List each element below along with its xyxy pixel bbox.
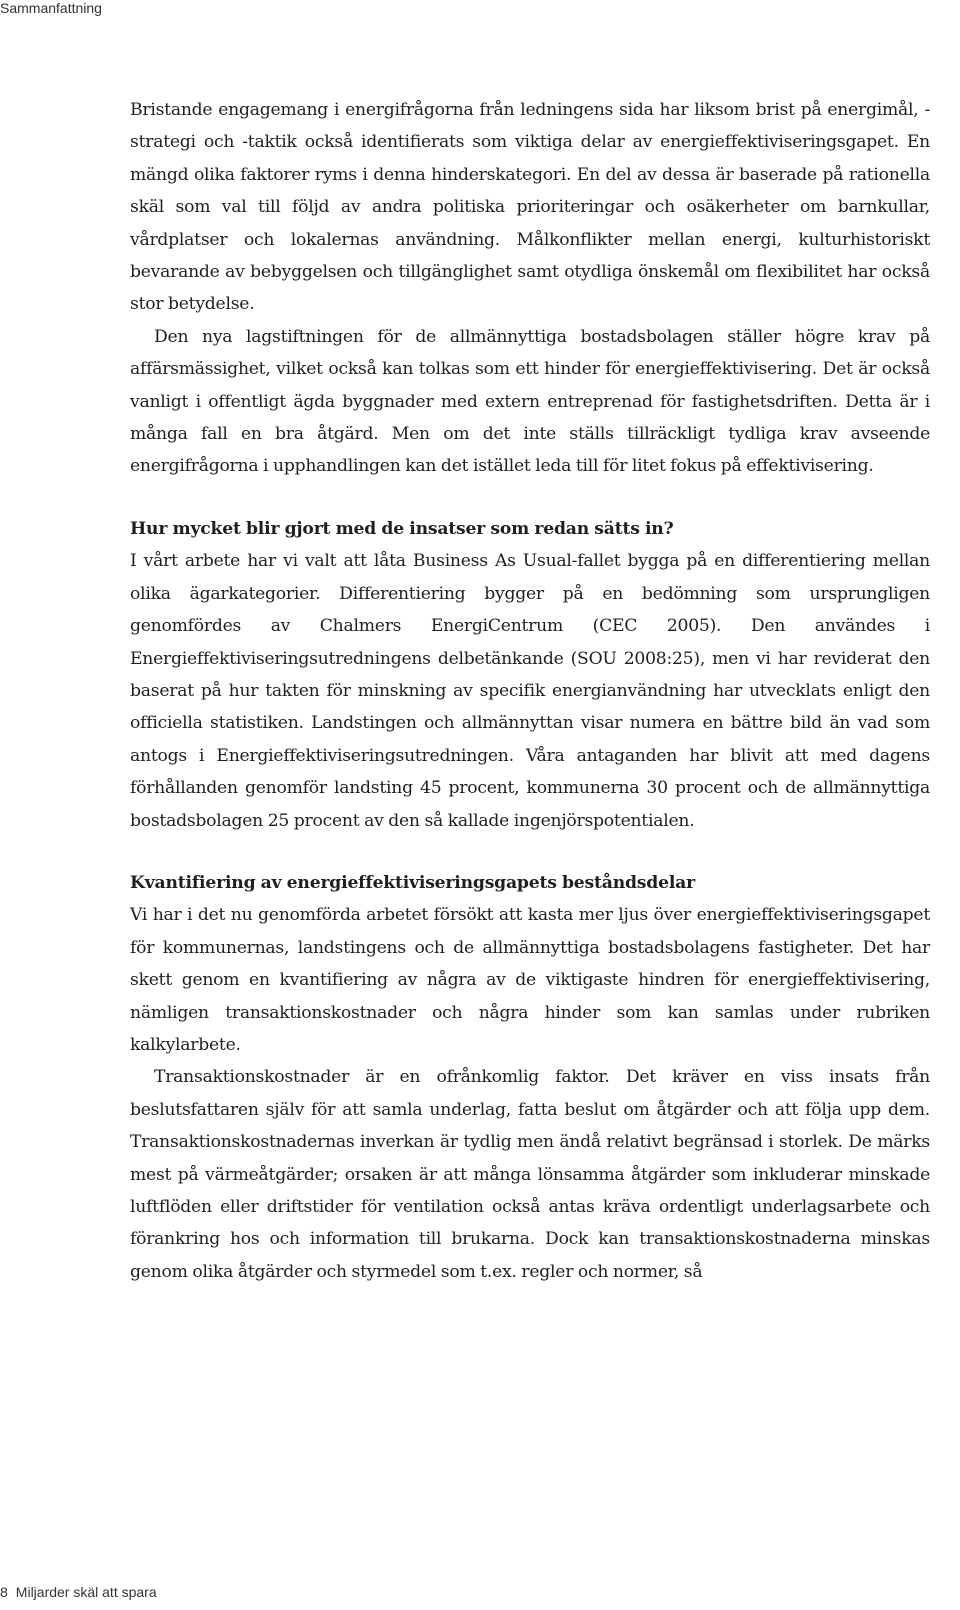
section-heading-current-efforts: Hur mycket blir gjort med de insatser som redan sätts in? [130, 518, 674, 539]
paragraph-business-as-usual: I vårt arbete har vi valt att låta Business As Usual-fallet bygga på en differentiering mellan olika ägarkategorier. Differentiering bygger på en bedömning som ursprungligen genomfördes av Chalmers EnergiCentrum (CEC 2005). Den användes i Energieffektiviseringsutredningens delbetänkande (SOU 2008:25), men vi har reviderat den baserat på hur takten för minskning av specifik energianvändning har utvecklats enligt den officiella statistiken. Landstingen och allmännyttan visar numera en bättre bild än vad som antogs i Energieffektiviseringsutredningen. Våra antaganden har blivit att med dagens förhållanden genomför landsting 45 procent, kommunerna 30 procent och de allmännyttiga bostadsbolagen 25 procent av den så kallade ingenjörspotentialen. [130, 551, 930, 831]
paragraph-engagement: Bristande engagemang i energifrågorna från ledningens sida har liksom brist på energimål, -strategi och -taktik också identifierats som viktiga delar av energieffektiviseringsgapet. En mängd olika faktorer ryms i denna hinderskategori. En del av dessa är baserade på rationella skäl som val till följd av andra politiska prioriteringar och osäkerheter om barnkullar, vårdplatser och lokalernas användning. Målkonflikter mellan energi, kulturhistoriskt bevarande av bebyggelsen och tillgänglighet samt otydliga önskemål om flexibilitet har också stor betydelse. [130, 100, 930, 315]
paragraph-transaction-costs: Transaktionskostnader är en ofrånkomlig faktor. Det kräver en viss insats från beslutsfattaren själv för att samla underlag, fatta beslut om åtgärder och att följa upp dem. Transaktionskostnadernas inverkan är tydlig men ändå relativt begränsad i storlek. De märks mest på värmeåtgärder; orsaken är att många lönsamma åtgärder som inkluderar minskade luftflöden eller driftstider för ventilation också antas kräva ordentligt underlagsarbete och förankring hos och information till brukarna. Dock kan transaktionskostnaderna minskas genom olika åtgärder och styrmedel som t.ex. regler och normer, så [130, 1067, 930, 1282]
publication-title: Miljarder skäl att spara [15, 1584, 157, 1600]
running-head: Sammanfattning [0, 0, 102, 16]
page-body [130, 94, 930, 1288]
section-spacer [130, 483, 930, 513]
paragraph-legislation: Den nya lagstiftningen för de allmännyttiga bostadsbolagen ställer högre krav på affärsmässighet, vilket också kan tolkas som ett hinder för energieffektivisering. Det är också vanligt i offentligt ägda byggnader med extern entreprenad för fastighetsdriften. Detta är i många fall en bra åtgärd. Men om det inte ställs tillräckligt tydliga krav avseende energifrågorna i upphandlingen kan det istället leda till för litet fokus på effektivisering. [130, 326, 930, 477]
page-footer [0, 1584, 157, 1600]
paragraph-quantification: Vi har i det nu genomförda arbetet försökt att kasta mer ljus över energieffektiviseringsgapet för kommunernas, landstingens och de allmännyttiga bostadsbolagens fastigheter. Det har skett genom en kvantifiering av några av de viktigaste hindren för energieffektivisering, nämligen transaktionskostnader och några hinder som kan samlas under rubriken kalkylarbete. [130, 905, 930, 1055]
page-number: 8 [0, 1584, 8, 1600]
section-spacer [130, 837, 930, 867]
section-heading-quantification: Kvantifiering av energieffektiviseringsgapets beståndsdelar [130, 872, 695, 893]
